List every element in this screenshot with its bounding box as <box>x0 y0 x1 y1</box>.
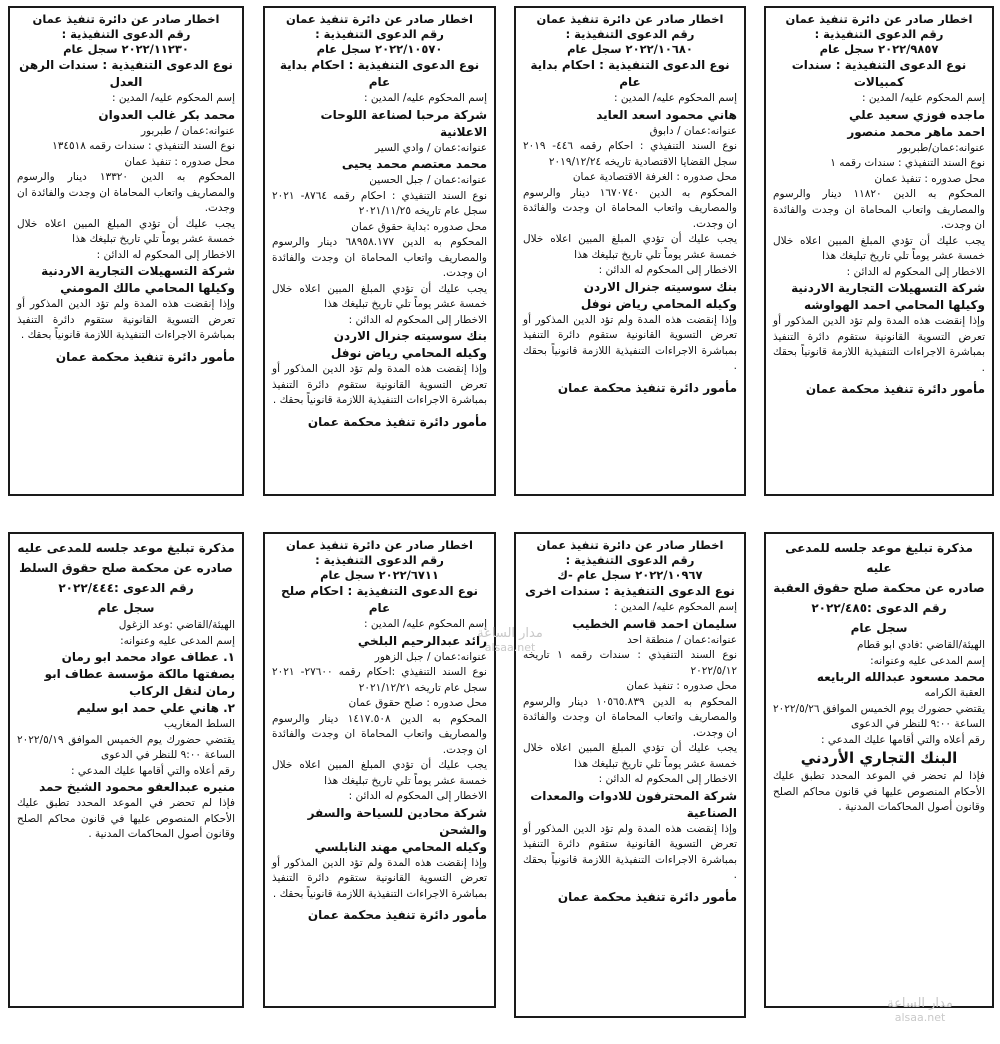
issued-by: محل صدوره : تنفيذ عمان <box>626 680 737 692</box>
creditor-name: شركة التسهيلات التجارية الاردنية <box>41 264 235 278</box>
warning-text: وإذا إنقضت هذه المدة ولم تؤد الدين المذكور أو تعرض التسوية القانونية ستقوم دائرة التنفيذ بمباشرة الاجراءات التنفيذية اللازمة قانونياً بحقك . <box>17 298 235 341</box>
judgment-amount: المحكوم به الدين ١٦٧٠٧٤٠ دينار والرسوم والمصاريف واتعاب المحاماة ان وجدت والفائدة ان وجدت. <box>523 186 737 230</box>
debtor-label: إسم المحكوم عليه/ المدين : <box>614 601 737 613</box>
hearing-date: يقتضي حضورك يوم الخميس الموافق ٢٠٢٢/٥/٢٦ الساعة ٩:٠٠ للنظر في الدعوى <box>773 702 985 730</box>
notice-execution-10967 <box>514 532 746 1018</box>
creditor-label: الاخطار إلى المحكوم له الدائن : <box>348 790 487 802</box>
warning-text: وإذا إنقضت هذه المدة ولم تؤد الدين المذكور أو تعرض التسوية القانونية ستقوم دائرة التنفيذ بمباشرة الاجراءات التنفيذية اللازمة قانونياً بحقك . <box>523 822 737 881</box>
plaintiff-name: البنك التجاري الأردني <box>800 749 958 767</box>
signature-line: مأمور دائرة تنفيذ محكمة عمان <box>557 380 737 395</box>
signature-line: مأمور دائرة تنفيذ محكمة عمان <box>557 889 737 904</box>
creditor-label: الاخطار إلى المحكوم له الدائن : <box>846 265 985 278</box>
instrument-type: نوع السند التنفيذي : سندات رقمه ١ تاريخه ٢٠٢٢/٥/١٢ <box>523 649 737 677</box>
debtor-name: محمد بكر غالب العدوان <box>98 107 235 122</box>
debtor-address-2: عنوانه:عمان / جبل الحسين <box>369 174 487 186</box>
notice-execution-11230 <box>8 6 244 496</box>
instrument-type: نوع السند التنفيذي : احكام رقمه ٨٧٦٤- ٢٠٢١ سجل عام تاريخه ٢٠٢١/١١/٢٥ <box>272 189 487 217</box>
creditor-lawyer: وكيلها المحامي احمد الهواوشه <box>803 298 985 312</box>
case-number: ٢٠٢٢/٩٨٥٧ سجل عام <box>819 42 939 56</box>
notice-title: اخطار صادر عن دائرة تنفيذ عمان <box>286 538 473 552</box>
instrument-type: نوع السند التنفيذي : سندات رقمه ١ <box>830 157 985 169</box>
case-number: ٢٠٢٢/١٠٦٨٠ سجل عام <box>567 42 693 56</box>
notice-execution-10570 <box>263 6 496 496</box>
case-number-label: رقم الدعوى التنفيذية : <box>814 27 944 41</box>
notice-title: اخطار صادر عن دائرة تنفيذ عمان <box>536 12 724 26</box>
case-number: ٢٠٢٢/١٠٩٦٧ سجل عام -ك <box>557 568 703 582</box>
notice-execution-6711 <box>263 532 496 1008</box>
register-type: سجل عام <box>97 601 155 615</box>
issued-by: محل صدوره :بداية حقوق عمان <box>351 220 487 233</box>
instrument-type: نوع السند التنفيذي :احكام رقمه ٢٧٦٠٠- ٢٠٢١ سجل عام تاريخه ٢٠٢١/١٢/٢١ <box>272 666 487 694</box>
judgment-amount: المحكوم به الدين ١١٨٢٠ دينار والرسوم والمصاريف واتعاب المحاماة ان وجدت والفائدة ان وجدت. <box>773 188 985 231</box>
case-number-label: رقم الدعوى التنفيذية : <box>565 27 695 41</box>
debtor-address: عنوانه:عمان / جبل الزهور <box>374 650 487 663</box>
hearing-date: يقتضي حضورك يوم الخميس الموافق ٢٠٢٢/٥/١٩ الساعة ٩:٠٠ للنظر في الدعوى <box>17 733 235 761</box>
creditor-name: بنك سوسيته جنرال الاردن <box>583 279 737 294</box>
debtor-label: إسم المحكوم عليه/ المدين : <box>364 92 487 104</box>
case-type: نوع الدعوى التنفيذية : احكام بداية عام <box>279 58 480 89</box>
debtor-name: ماجده فوزي سعيد علي <box>848 107 985 122</box>
debtor-name: هاني محمود اسعد العايد <box>596 107 737 122</box>
case-number: ٢٠٢٢/٦٧١١ سجل عام <box>320 568 439 582</box>
payment-deadline: يجب عليك أن تؤدي المبلغ المبين اعلاه خلال خمسة عشر يوماً تلي تاريخ تبليغك هذا <box>523 742 737 770</box>
signature-line: مأمور دائرة تنفيذ محكمة عمان <box>307 908 487 922</box>
case-number: رقم الدعوى :٢٠٢٢/٤٨٥ <box>811 601 947 615</box>
watermark-url: alsaa.net <box>894 1011 946 1024</box>
payment-deadline: يجب عليك أن تؤدي المبلغ المبين اعلاه خلال خمسة عشر يوماً تلي تاريخ تبليغك هذا <box>272 759 487 787</box>
payment-deadline: يجب عليك أن تؤدي المبلغ المبين اعلاه خلال خمسة عشر يوماً تلي تاريخ تبليغك هذا <box>773 234 985 262</box>
judge: الهيئة/القاضي :وعد الزغول <box>118 619 235 631</box>
notice-execution-9857 <box>764 6 994 496</box>
instrument-type: نوع السند التنفيذي : سندات رقمه ١٣٤٥١٨ <box>52 140 235 152</box>
creditor-lawyer: وكيله المحامي مهند النابلسي <box>314 839 487 854</box>
debtor-label: إسم المحكوم عليه/ المدين : <box>364 618 487 630</box>
debtor-address: عنوانه:عمان/طبربور <box>897 141 985 154</box>
notice-hearing-salt-444 <box>8 532 244 1008</box>
case-type: نوع الدعوى التنفيذية : سندات اخرى <box>525 584 735 598</box>
payment-deadline: يجب عليك أن تؤدي المبلغ المبين اعلاه خلال خمسة عشر يوماً تلي تاريخ تبليغك هذا <box>272 282 487 310</box>
debtor-address: عنوانه:عمان / دابوق <box>649 124 737 137</box>
issued-by: محل صدوره : تنفيذ عمان <box>874 172 985 185</box>
issued-by: محل صدوره : تنفيذ عمان <box>124 155 235 168</box>
debtor-address: عنوانه:عمان / وادي السير <box>375 141 487 154</box>
warning-text: وإذا إنقضت هذه المدة ولم تؤد الدين المذكور أو تعرض التسوية القانونية ستقوم دائرة التنفيذ بمباشرة الاجراءات التنفيذية اللازمة قانونياً بحقك . <box>272 363 487 406</box>
payment-deadline: يجب عليك أن تؤدي المبلغ المبين اعلاه خلال خمسة عشر يوماً تلي تاريخ تبليغك هذا <box>523 233 737 261</box>
case-type: نوع الدعوى التنفيذية : احكام بداية عام <box>530 58 730 89</box>
signature-line: مأمور دائرة تنفيذ محكمة عمان <box>805 382 985 396</box>
debtor-label: إسم المحكوم عليه/ المدين : <box>112 92 235 104</box>
case-type: نوع الدعوى التنفيذية : احكام صلح عام <box>280 584 479 615</box>
notice-execution-10680 <box>514 6 746 496</box>
debtor-name: رائد عبدالرحيم البلخي <box>357 633 487 648</box>
defendant-label: إسم المدعى عليه وعنوانه: <box>120 634 235 647</box>
issued-by: محل صدوره : صلح حقوق عمان <box>348 697 487 709</box>
defendant-name-1: ١. عطاف عواد محمد ابو رمان بصفتها مالكة مؤسسة عطاف ابو رمان لنقل الركاب <box>44 650 235 698</box>
payment-deadline: يجب عليك أن تؤدي المبلغ المبين اعلاه خلال خمسة عشر يوماً تلي تاريخ تبليغك هذا <box>17 217 235 245</box>
case-type: نوع الدعوى التنفيذية : سندات كمبيالات <box>791 58 967 89</box>
plaintiff-label: رقم أعلاه والتي أقامها عليك المدعي : <box>821 733 985 746</box>
creditor-name: بنك سوسيته جنرال الاردن <box>333 329 487 343</box>
watermark-arabic: مدار الساعة <box>477 626 543 641</box>
judgment-amount: المحكوم به الدين ١٠٥٦٥.٨٣٩ دينار والرسوم والمصاريف واتعاب المحاماة ان وجدت والفائدة ان وجدت. <box>523 695 737 739</box>
case-number-label: رقم الدعوى التنفيذية : <box>61 27 191 41</box>
judgment-amount: المحكوم به الدين ١٤١٧.٥٠٨ دينار والرسوم والمصاريف واتعاب المحاماة ان وجدت والفائدة ان وجدت. <box>272 712 487 756</box>
notice-title: مذكرة تبليغ موعد جلسه للمدعى عليه <box>17 541 235 555</box>
debtor-name-2: محمد معتصم محمد يحيى <box>341 157 487 171</box>
debtor-name: شركة مرحبا لصناعة اللوحات الاعلانية <box>320 107 487 139</box>
plaintiff-name: منيره عبدالعفو محمود الشيخ حمد <box>39 780 235 794</box>
debtor-address: عنوانه:عمان / طبربور <box>140 124 235 137</box>
warning-text: وإذا إنقضت هذه المدة ولم تؤد الدين المذكور أو تعرض التسوية القانونية ستقوم دائرة التنفيذ بمباشرة الاجراءات التنفيذية اللازمة قانونياً بحقك . <box>272 856 487 900</box>
debtor-address: عنوانه:عمان / منطقة احد <box>627 633 737 646</box>
judgment-amount: المحكوم به الدين ٦٨٩٥٨.١٧٧ دينار والرسوم والمصاريف واتعاب المحاماة ان وجدت والفائدة ان وجدت. <box>272 236 487 279</box>
case-number: ٢٠٢٢/١٠٥٧٠ سجل عام <box>316 42 443 56</box>
warning-text: فإذا لم تحضر في الموعد المحدد تطبق عليك الأحكام المنصوص عليها في قانون محاكم الصلح وقانون أصول المحاكمات المدنية . <box>773 770 985 813</box>
debtor-name: سليمان احمد قاسم الخطيب <box>572 616 737 631</box>
defendant-label: إسم المدعى عليه وعنوانه: <box>870 654 985 667</box>
instrument-type: نوع السند التنفيذي : احكام رقمه ٤٤٦- ٢٠١٩ سجل القضايا الاقتصادية تاريخه ٢٠١٩/١٢/٢٤ <box>523 140 737 168</box>
judge: الهيئة/القاضي :فادي ابو قطام <box>856 639 985 651</box>
signature-line: مأمور دائرة تنفيذ محكمة عمان <box>55 349 235 364</box>
creditor-name: شركة التسهيلات التجارية الاردنية <box>791 281 985 295</box>
signature-line: مأمور دائرة تنفيذ محكمة عمان <box>307 414 487 429</box>
warning-text: وإذا إنقضت هذه المدة ولم تؤد الدين المذكور أو تعرض التسوية القانونية ستقوم دائرة التنفيذ بمباشرة الاجراءات التنفيذية اللازمة قانونياً بحقك . <box>773 315 985 374</box>
watermark-arabic: مدار الساعة <box>887 996 953 1011</box>
creditor-name: شركة محادين للسياحة والسفر والشحن <box>307 805 487 837</box>
notice-hearing-aqaba-485 <box>764 532 994 1008</box>
defendant-name-2: ٢. هاني علي حمد ابو سليم <box>76 701 235 715</box>
notice-title: اخطار صادر عن دائرة تنفيذ عمان <box>32 12 220 26</box>
creditor-lawyer: وكيله المحامي رياض نوفل <box>330 346 487 360</box>
defendant-address: العقبة الكرامه <box>924 687 985 699</box>
case-type: نوع الدعوى التنفيذية : سندات الرهن العدل <box>19 58 233 89</box>
judgment-amount: المحكوم به الدين ١٣٣٢٠ دينار والرسوم والمصاريف واتعاب المحاماة ان وجدت والفائدة ان وجدت. <box>17 171 236 214</box>
notice-title: اخطار صادر عن دائرة تنفيذ عمان <box>286 12 473 26</box>
case-number: ٢٠٢٢/١١٢٣٠ سجل عام <box>63 42 189 56</box>
notice-title: مذكرة تبليغ موعد جلسه للمدعى عليه <box>785 541 973 575</box>
case-number-label: رقم الدعوى التنفيذية : <box>565 553 695 567</box>
defendant-address: السلط المغاريب <box>163 718 235 730</box>
watermark-url: alsaa.net <box>484 641 536 654</box>
notice-title: اخطار صادر عن دائرة تنفيذ عمان <box>785 12 973 26</box>
creditor-lawyer: وكيله المحامي رياض نوفل <box>580 296 737 311</box>
issuing-court: صادره عن محكمة صلح حقوق العقبة <box>773 581 985 595</box>
warning-text: فإذا لم تحضر في الموعد المحدد تطبق عليك الأحكام المنصوص عليها في قانون محاكم الصلح وقانون أصول المحاكمات المدنية . <box>17 797 235 840</box>
debtor-label: إسم المحكوم عليه/ المدين : <box>614 92 737 104</box>
debtor-label: إسم المحكوم عليه/ المدين : <box>862 92 985 104</box>
case-number: رقم الدعوى :٢٠٢٢/٤٤٤ <box>58 581 194 595</box>
creditor-name: شركة المحترفون للادوات والمعدات الصناعية <box>530 788 737 820</box>
register-type: سجل عام <box>850 621 908 635</box>
creditor-label: الاخطار إلى المحكوم له الدائن : <box>598 264 737 276</box>
creditor-label: الاخطار إلى المحكوم له الدائن : <box>96 248 235 261</box>
creditor-lawyer: وكيلها المحامي مالك المومني <box>60 281 235 295</box>
issued-by: محل صدوره : الغرفة الاقتصادية عمان <box>572 171 737 183</box>
plaintiff-label: رقم أعلاه والتي أقامها عليك المدعي : <box>71 764 235 777</box>
notice-title: اخطار صادر عن دائرة تنفيذ عمان <box>536 538 724 552</box>
case-number-label: رقم الدعوى التنفيذية : <box>315 27 444 41</box>
case-number-label: رقم الدعوى التنفيذية : <box>315 553 444 567</box>
warning-text: وإذا إنقضت هذه المدة ولم تؤد الدين المذكور أو تعرض التسوية القانونية ستقوم دائرة التنفيذ بمباشرة الاجراءات التنفيذية اللازمة قانونياً بحقك . <box>523 313 737 372</box>
creditor-label: الاخطار إلى المحكوم له الدائن : <box>598 773 737 785</box>
defendant-name: محمد مسعود عبدالله الربايعه <box>816 670 985 684</box>
issuing-court: صادره عن محكمة صلح حقوق السلط <box>19 561 233 575</box>
creditor-label: الاخطار إلى المحكوم له الدائن : <box>348 313 487 326</box>
debtor-name-2: احمد ماهر محمد منصور <box>847 124 985 139</box>
